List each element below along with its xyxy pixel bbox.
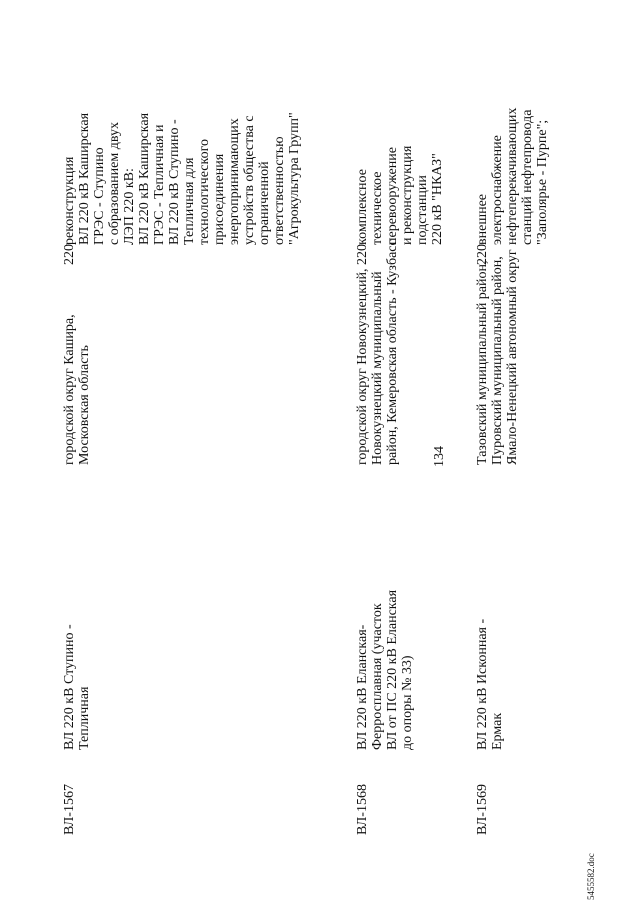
text-line: электроснабжение bbox=[490, 135, 505, 245]
line-voltage: 220 bbox=[62, 244, 77, 265]
page-number: 134 bbox=[432, 446, 447, 467]
text-line: и реконструкция bbox=[400, 145, 415, 245]
text-line: технологического bbox=[197, 139, 212, 245]
text-line: станций нефтепровода bbox=[520, 109, 535, 245]
text-line: внешнее bbox=[475, 193, 490, 245]
line-code: ВЛ-1568 bbox=[355, 784, 370, 835]
text-line: Московская область bbox=[77, 345, 92, 465]
line-voltage: 220 bbox=[355, 244, 370, 265]
text-line: ВЛ 220 кВ Ступино - bbox=[62, 624, 77, 750]
text-line: комплексное bbox=[355, 169, 370, 245]
text-line: ограниченной bbox=[257, 161, 272, 245]
text-line: ВЛ от ПС 220 кВ Еланская bbox=[385, 589, 400, 750]
text-line: Ферросплавная (участок bbox=[370, 603, 385, 750]
text-line: Пуровский муниципальный район, bbox=[490, 256, 505, 465]
line-name bbox=[355, 590, 415, 750]
text-line: ГРЭС - Тепличная и bbox=[152, 124, 167, 245]
text-line: реконструкция bbox=[62, 156, 77, 245]
text-line: до опоры № 33) bbox=[400, 655, 415, 750]
text-line: городской округ Новокузнецкий, bbox=[355, 268, 370, 465]
text-line: подстанции bbox=[415, 175, 430, 245]
line-name bbox=[62, 624, 92, 750]
text-line: устройств общества с bbox=[242, 115, 257, 245]
text-line: городской округ Кашира, bbox=[62, 314, 77, 465]
text-line: Ермак bbox=[490, 712, 505, 750]
text-line: 220 кВ "НКАЗ" bbox=[430, 153, 445, 245]
line-purpose bbox=[475, 108, 550, 245]
text-line: техническое bbox=[370, 171, 385, 245]
line-code: ВЛ-1567 bbox=[62, 784, 77, 835]
text-line: ГРЭС - Ступино bbox=[92, 147, 107, 245]
text-line: ВЛ 220 кВ Каширская bbox=[137, 112, 152, 245]
document-footer: 5455582.doc bbox=[586, 853, 596, 900]
text-line: ЛЭП 220 кВ: bbox=[122, 168, 137, 245]
text-line: перевооружение bbox=[385, 147, 400, 245]
text-line: ВЛ 220 кВ Каширская bbox=[77, 112, 92, 245]
text-line: присоединения bbox=[212, 153, 227, 245]
text-line: Тепличная для bbox=[182, 157, 197, 245]
line-location bbox=[355, 239, 400, 465]
text-line: энергопринимающих bbox=[227, 118, 242, 245]
text-line: Ямало-Ненецкий автономный округ bbox=[505, 249, 520, 465]
text-line: район, Кемеровская область - Кузбасс bbox=[385, 239, 400, 465]
text-line: Тазовский муниципальный район, bbox=[475, 260, 490, 465]
text-line: ответственностью bbox=[272, 136, 287, 245]
line-name bbox=[475, 619, 505, 750]
text-line: "Заполярье - Пурпе"; bbox=[535, 119, 550, 245]
text-line: "Агрокультура Групп" bbox=[287, 112, 302, 245]
text-line: с образованием двух bbox=[107, 122, 122, 245]
text-line: ВЛ 220 кВ Исконная - bbox=[475, 618, 490, 750]
line-purpose bbox=[355, 146, 445, 245]
text-line: ВЛ 220 кВ Еланская- bbox=[355, 624, 370, 750]
text-line: нефтеперекачивающих bbox=[505, 107, 520, 245]
line-location bbox=[62, 314, 92, 465]
line-voltage: 220 bbox=[475, 244, 490, 265]
line-code: ВЛ-1569 bbox=[475, 784, 490, 835]
line-purpose bbox=[62, 112, 302, 245]
text-line: Новокузнецкий муниципальный bbox=[370, 271, 385, 465]
line-location bbox=[475, 249, 520, 465]
text-line: ВЛ 220 кВ Ступино - bbox=[167, 119, 182, 245]
text-line: Тепличная bbox=[77, 686, 92, 750]
